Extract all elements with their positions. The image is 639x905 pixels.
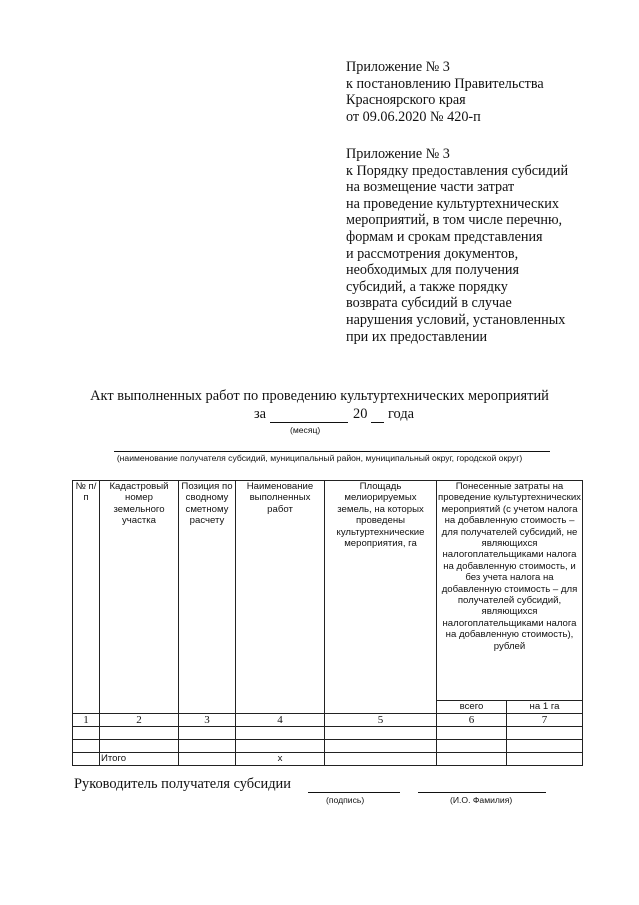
table-cell[interactable] — [179, 727, 236, 740]
total-label: Итого — [100, 753, 179, 766]
table-cell[interactable] — [325, 740, 437, 753]
table-cell[interactable] — [325, 727, 437, 740]
table-header-row — [73, 481, 583, 701]
table-cell[interactable] — [437, 753, 507, 766]
table-row — [73, 740, 583, 753]
appendix-line: нарушения условий, установленных — [346, 311, 566, 328]
appendix-line: к Порядку предоставления субсидий — [346, 162, 569, 179]
header-cell: Наименование выполненных работ — [236, 481, 325, 714]
appendix-line: к постановлению Правительства — [346, 75, 544, 92]
total-row — [73, 753, 583, 766]
signature-blank[interactable] — [308, 792, 400, 793]
table-cell[interactable] — [507, 727, 583, 740]
table-cell[interactable] — [73, 753, 100, 766]
column-number: 2 — [100, 714, 179, 727]
column-number: 7 — [507, 714, 583, 727]
table-cell[interactable] — [437, 740, 507, 753]
act-table — [72, 480, 583, 766]
total-mark: х — [236, 753, 325, 766]
appendix-line: на проведение культуртехнических — [346, 195, 559, 212]
recipient-caption: (наименование получателя субсидий, муниципальный район, муниципальный округ, городской округ) — [116, 453, 523, 463]
table-cell[interactable] — [100, 727, 179, 740]
table-cell[interactable] — [179, 740, 236, 753]
subheader-cell: на 1 га — [507, 701, 583, 714]
column-number: 5 — [325, 714, 437, 727]
column-number: 3 — [179, 714, 236, 727]
table-row — [73, 727, 583, 740]
month-blank[interactable] — [270, 422, 348, 423]
appendix-line: формам и срокам представления — [346, 228, 543, 245]
act-title: Акт выполненных работ по проведению культуртехнических мероприятий — [90, 388, 549, 404]
header-cell: Площадь мелиорируемых земель, на которых проведены культуртехнические мероприятия, га — [325, 481, 437, 714]
appendix-line: от 09.06.2020 № 420-п — [346, 108, 481, 125]
appendix-line: при их предоставлении — [346, 328, 488, 345]
appendix-line: на возмещение части затрат — [346, 179, 515, 196]
period-line — [0, 406, 639, 426]
appendix-line: Приложение № 3 — [346, 146, 450, 162]
appendix-line: необходимых для получения — [346, 262, 520, 279]
year-suffix: года — [388, 406, 415, 422]
period-za: за — [254, 406, 267, 422]
year-blank[interactable] — [371, 422, 384, 423]
table-cell[interactable] — [325, 753, 437, 766]
table-cell[interactable] — [507, 753, 583, 766]
table-cell[interactable] — [236, 727, 325, 740]
signature-caption: (подпись) — [326, 795, 365, 805]
appendix-line: Красноярского края — [346, 92, 466, 109]
appendix-line: и рассмотрения документов, — [346, 245, 519, 262]
column-number: 6 — [437, 714, 507, 727]
header-cell: Понесенные затраты на проведение культуртехнических мероприятий (с учетом налога на добавленную стоимость – для получателей субсидий, не являющихся налогоплательщиками налога на добавленную стоимость, и без учета налога на добавленную стоимость – для получателей субсидий, являющихся налогоплательщиками налога на добавленную стоимость), рублей — [437, 481, 583, 701]
appendix-line: возврата субсидий в случае — [346, 295, 512, 312]
header-cell: Кадастровый номер земельного участка — [100, 481, 179, 714]
header-cell: № п/п — [73, 481, 100, 714]
header-cell: Позиция по сводному сметному расчету — [179, 481, 236, 714]
table-cell[interactable] — [236, 740, 325, 753]
name-caption: (И.О. Фамилия) — [450, 795, 513, 805]
table-cell[interactable] — [179, 753, 236, 766]
appendix-line: мероприятий, в том числе перечню, — [346, 212, 563, 229]
name-blank[interactable] — [418, 792, 546, 793]
appendix-line: субсидий, а также порядку — [346, 278, 508, 295]
month-caption: (месяц) — [290, 425, 321, 435]
column-number-row — [73, 714, 583, 727]
table-cell[interactable] — [507, 740, 583, 753]
column-number: 1 — [73, 714, 100, 727]
year-prefix: 20 — [353, 406, 368, 422]
table-cell[interactable] — [437, 727, 507, 740]
signature-label: Руководитель получателя субсидии — [74, 776, 291, 792]
subheader-cell: всего — [437, 701, 507, 714]
appendix-header-government — [346, 59, 591, 125]
table-cell[interactable] — [100, 740, 179, 753]
recipient-blank[interactable] — [114, 451, 550, 452]
table-cell[interactable] — [73, 740, 100, 753]
appendix-line: Приложение № 3 — [346, 59, 450, 75]
column-number: 4 — [236, 714, 325, 727]
appendix-header-procedure — [346, 146, 591, 345]
table-cell[interactable] — [73, 727, 100, 740]
